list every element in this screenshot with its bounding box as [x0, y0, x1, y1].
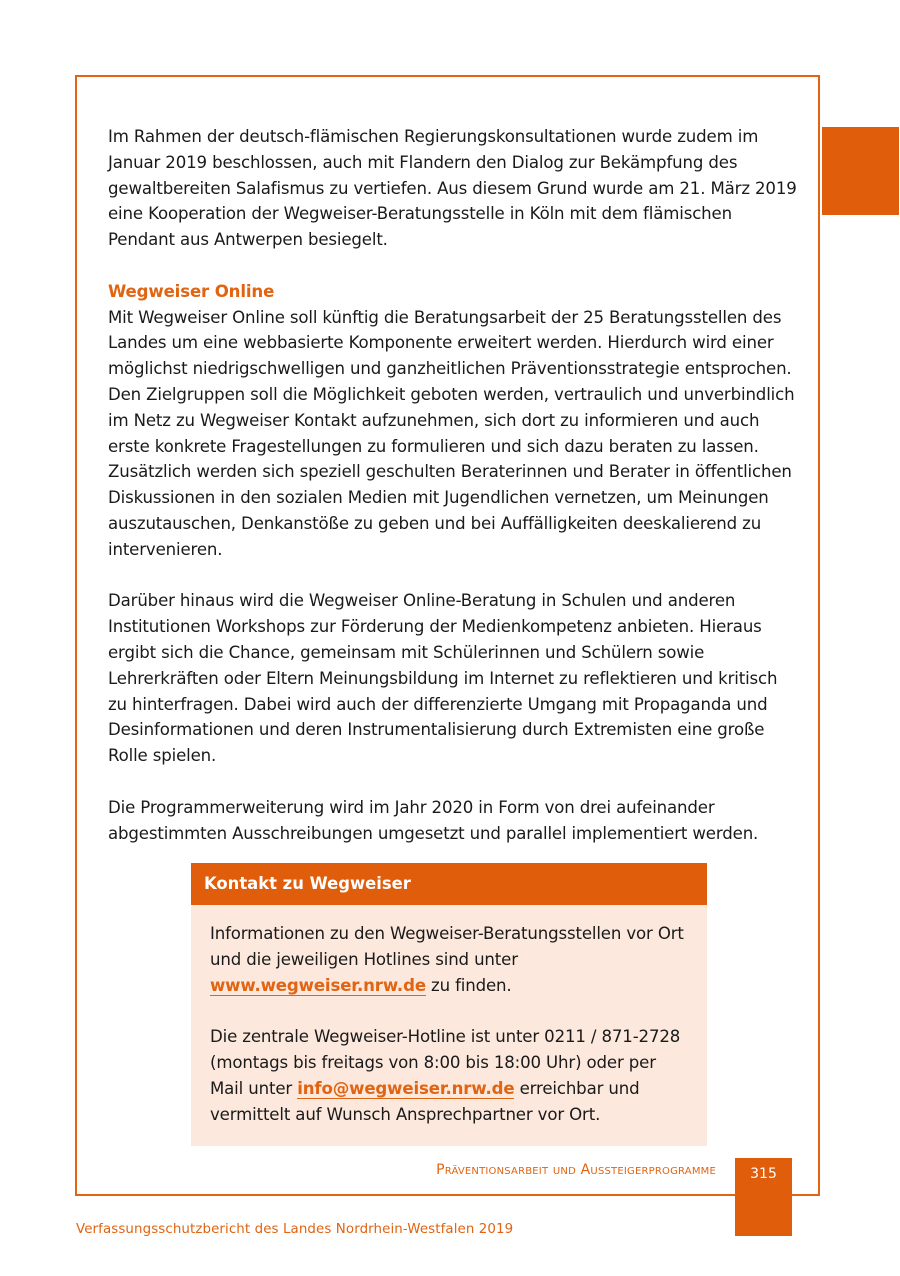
contact-info-text: Informationen zu den Wegweiser-Beratungsstellen vor Ort und die jeweiligen Hotlines sind unter — [210, 924, 684, 969]
chapter-side-tab — [822, 127, 899, 215]
paragraph-kooperation: Im Rahmen der deutsch-flämischen Regierungskonsultationen wurde zudem im Januar 2019 beschlossen, auch mit Flandern den Dialog zur Bekämpfung des gewaltbereiten Salafismus zu vertiefen. Aus diesem Grund wurde am 21. März 2019 eine Kooperation der Wegweiser-Beratungsstelle in Köln mit dem flämischen Pendant aus Antwerpen besiegelt. — [108, 127, 797, 250]
paragraph-medienkompetenz: Darüber hinaus wird die Wegweiser Online-Beratung in Schulen und anderen Institutionen Workshops zur Förderung der Medienkompetenz anbieten. Hieraus ergibt sich die Chance, gemeinsam mit Schülerinnen und Schülern sowie Lehrerkräften oder Eltern Meinungsbildung im Internet zu reflektieren und kritisch zu hinterfragen. Dabei wird auch der differenzierte Umgang mit Propaganda und Desinformationen und deren Instrumentalisierung durch Extremisten eine große Rolle spielen. — [108, 591, 778, 766]
running-footer-section: Präventionsarbeit und Aussteigerprogramme — [436, 1162, 716, 1178]
contact-box — [191, 863, 707, 1146]
section-heading: Wegweiser Online — [108, 281, 275, 301]
hotline-paragraph — [210, 1024, 689, 1127]
main-text — [108, 124, 798, 872]
publication-title: Verfassungsschutzbericht des Landes Nordrhein-Westfalen 2019 — [76, 1222, 514, 1237]
contact-info-paragraph — [210, 921, 689, 998]
contact-box-body — [191, 905, 707, 1127]
email-link[interactable]: info@wegweiser.nrw.de — [297, 1078, 515, 1098]
contact-box-title: Kontakt zu Wegweiser — [191, 863, 707, 905]
contact-info-text-end: zu finden. — [425, 975, 512, 995]
hotline-text-end: erreichbar und vermittelt auf Wunsch Ansprechpartner vor Ort. — [210, 1078, 640, 1124]
paragraph-programmerweiterung: Die Programmerweiterung wird im Jahr 2020 in Form von drei aufeinander abgestimmten Ausschreibungen umgesetzt und parallel implementiert werden. — [108, 797, 759, 843]
page-number-box — [735, 1158, 792, 1236]
page-number: 315 — [750, 1166, 777, 1182]
hotline-text: Die zentrale Wegweiser-Hotline ist unter 0211 / 871-2728 (montags bis freitags von 8:00 bis 18:00 Uhr) oder per Mail unter — [210, 1027, 681, 1098]
website-link[interactable]: www.wegweiser.nrw.de — [210, 975, 426, 995]
paragraph-wegweiser-online: Mit Wegweiser Online soll künftig die Beratungsarbeit der 25 Beratungsstellen des Landes um eine webbasierte Komponente erweitert werden. Hierdurch wird einer möglichst niedrigschwelligen und ganzheitlichen Präventionsstrategie entsprochen. Den Zielgruppen soll die Möglichkeit geboten werden, vertraulich und unverbindlich im Netz zu Wegweiser Kontakt aufzunehmen, sich dort zu informieren und auch erste konkrete Fragestellungen zu formulieren und sich dazu beraten zu lassen. Zusätzlich werden sich speziell geschulten Beraterinnen und Berater in öffentlichen Diskussionen in den sozialen Medien mit Jugendlichen vernetzen, um Meinungen auszutauschen, Denkanstöße zu geben und bei Auffälligkeiten deeskalierend zu intervenieren. — [108, 307, 795, 559]
